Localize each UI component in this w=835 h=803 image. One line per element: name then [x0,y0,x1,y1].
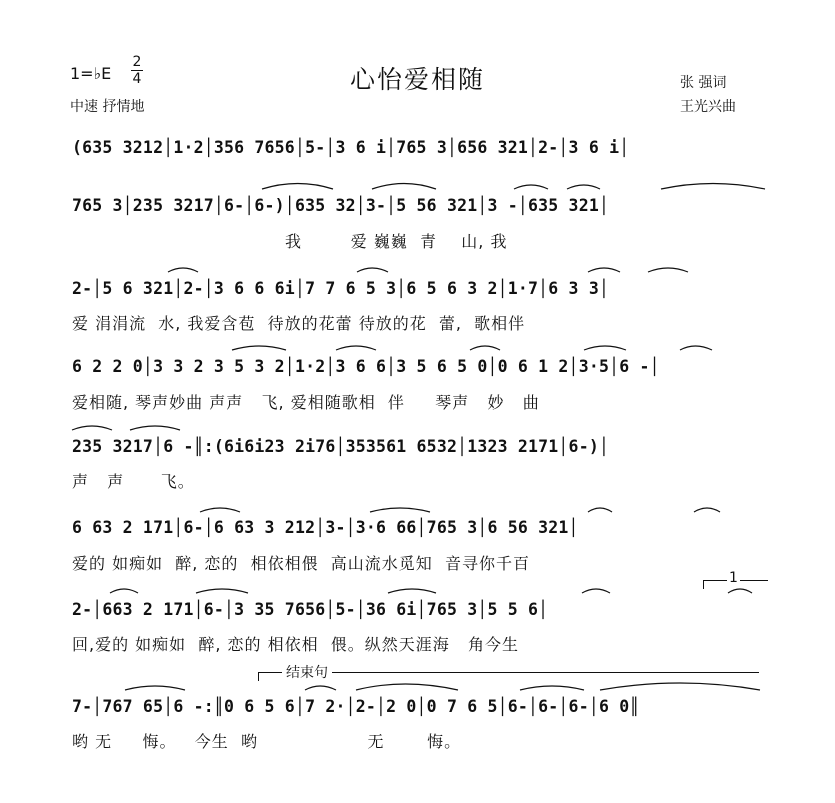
coda-label: 结束句 [282,662,332,682]
slur [567,185,600,189]
notation-line-3: 2-│5 6 321│2-│3 6 6 6i│7 7 6 5 3│6 5 6 3 2│1·7│6 3 3│ [72,279,610,298]
notation-line-6: 6 63 2 171│6-│6 63 3 212│3-│3·6 66│765 3│6 56 321│ [72,518,579,537]
slur [168,268,198,272]
first-ending-label: 1 [729,570,738,586]
slur [582,589,610,593]
slur [370,508,430,512]
slur [680,346,712,350]
composer-credit: 王光兴曲 [680,99,736,115]
slur [200,508,240,512]
notation-line-5: 235 3217│6 -║:(6i6i23 2i76│353561 6532│1323 2171│6-)│ [72,437,610,456]
slur [694,508,720,512]
lyric-line-5: 声 声 飞。 [72,472,195,491]
slur [72,426,112,430]
notation-line-1: (635 3212│1·2│356 7656│5-│3 6 i│765 3│656 321│2-│3 6 i│ [72,138,630,157]
tempo-marking: 中速 抒情地 [70,99,145,115]
slur [661,184,765,190]
time-signature-top: 2 [132,54,142,70]
lyric-line-4: 爱相随, 琴声妙曲 声声 飞, 爱相随歌相 伴 琴声 妙 曲 [72,393,540,412]
slur [110,589,138,593]
notation-line-4: 6 2 2 0│3 3 2 3 5 3 2│1·2│3 6 6│3 5 6 5 0│0 6 1 2│3·5│6 -│ [72,357,660,376]
notation-line-8: 7-│767 65│6 -:║0 6 5 6│7 2·│2-│2 0│0 7 6 5│6-│6-│6-│6 0║ [72,697,640,716]
lyric-line-3: 爱 涓涓流 水, 我爱含苞 待放的花蕾 待放的花 蕾, 歌相伴 [72,314,526,333]
slur [584,346,626,350]
slur [588,508,612,512]
slur [357,268,388,272]
page-title: 心怡爱相随 [349,65,485,94]
lyricist-credit: 张 强词 [680,75,727,91]
slur [130,426,180,430]
lyric-line-2: 我 爱 巍巍 青 山, 我 [72,232,508,251]
slur [648,268,688,272]
slur [262,184,333,190]
slur [520,686,584,690]
time-signature-bottom: 4 [132,71,142,87]
slur [588,268,620,272]
slur [372,184,436,190]
slur [514,185,548,189]
lyric-line-8: 哟 无 悔。 今生 哟 无 悔。 [72,732,462,751]
slur [232,346,286,350]
slur [336,346,376,350]
slur [470,346,500,350]
notation-line-2: 765 3│235 3217│6-│6-)│635 32│3-│5 56 321│3 -│635 321│ [72,196,610,215]
slur [125,686,185,690]
slur [305,686,336,690]
slur [388,589,436,593]
lyric-line-6: 爱的 如痴如 醉, 恋的 相依相偎 高山流水觅知 音寻你千百 [72,554,530,573]
key-signature: 1=♭E [70,64,112,83]
notation-line-7: 2-│663 2 171│6-│3 35 7656│5-│36 6i│765 3│5 5 6│ [72,600,549,619]
slur [196,589,248,593]
slur [356,684,458,690]
lyric-line-7: 回,爱的 如痴如 醉, 恋的 相依相 偎。纵然天涯海 角今生 [72,635,520,654]
slur [728,589,752,593]
slur [600,683,760,690]
